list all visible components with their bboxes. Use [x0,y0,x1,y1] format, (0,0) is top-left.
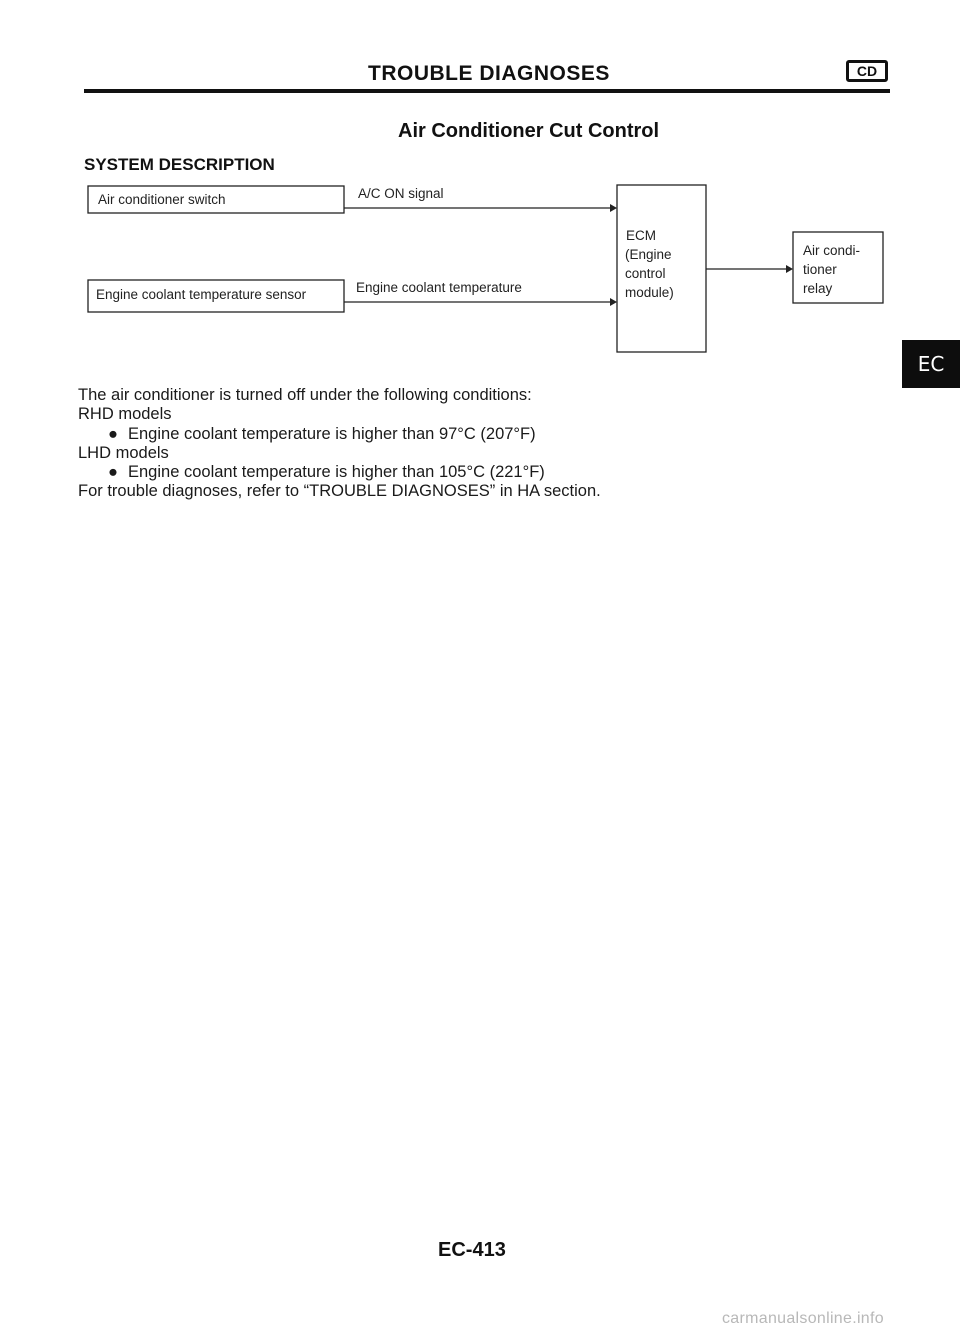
input-label-coolant-sensor: Engine coolant temperature sensor [96,287,307,302]
arrow-head-ac-on [610,204,617,212]
page-header-title: TROUBLE DIAGNOSES [368,62,610,85]
section-tab-ec: EC [902,340,960,388]
signal-label-ac-on: A/C ON signal [358,186,444,201]
system-description-heading: SYSTEM DESCRIPTION [84,155,275,174]
system-block-diagram [0,0,960,360]
arrow-head-relay [786,265,793,273]
watermark: carmanualsonline.info [722,1310,884,1327]
page-number: EC-413 [438,1239,506,1261]
section-title: Air Conditioner Cut Control [398,120,660,142]
ecm-label-line-2: (Engine [625,247,672,262]
bullet-icon: ● [108,424,118,443]
lhd-condition-text: Engine coolant temperature is higher than 105°C (221°F) [128,463,545,482]
bullet-icon: ● [108,463,118,482]
ecm-label-line-1: ECM [626,228,656,243]
rhd-condition-text: Engine coolant temperature is higher than 97°C (207°F) [128,424,536,443]
description-body [78,386,838,502]
rhd-models-label: RHD models [78,405,172,424]
lhd-models-label: LHD models [78,443,169,462]
input-label-ac-switch: Air conditioner switch [98,192,226,207]
relay-label-line-3: relay [803,281,833,296]
rhd-condition-item [78,425,838,444]
arrow-head-coolant-temp [610,298,617,306]
relay-label-line-1: Air condi- [803,243,861,258]
description-intro: The air conditioner is turned off under the following conditions: [78,386,532,404]
ecm-label-line-3: control [625,266,666,281]
relay-label-line-2: tioner [803,262,837,277]
reference-note: For trouble diagnoses, refer to “TROUBLE DIAGNOSES” in HA section. [78,482,601,501]
ecm-label-line-4: module) [625,285,674,300]
lhd-condition-item [78,463,838,482]
signal-label-coolant-temp: Engine coolant temperature [356,280,522,295]
cd-badge-icon: CD [846,60,888,82]
